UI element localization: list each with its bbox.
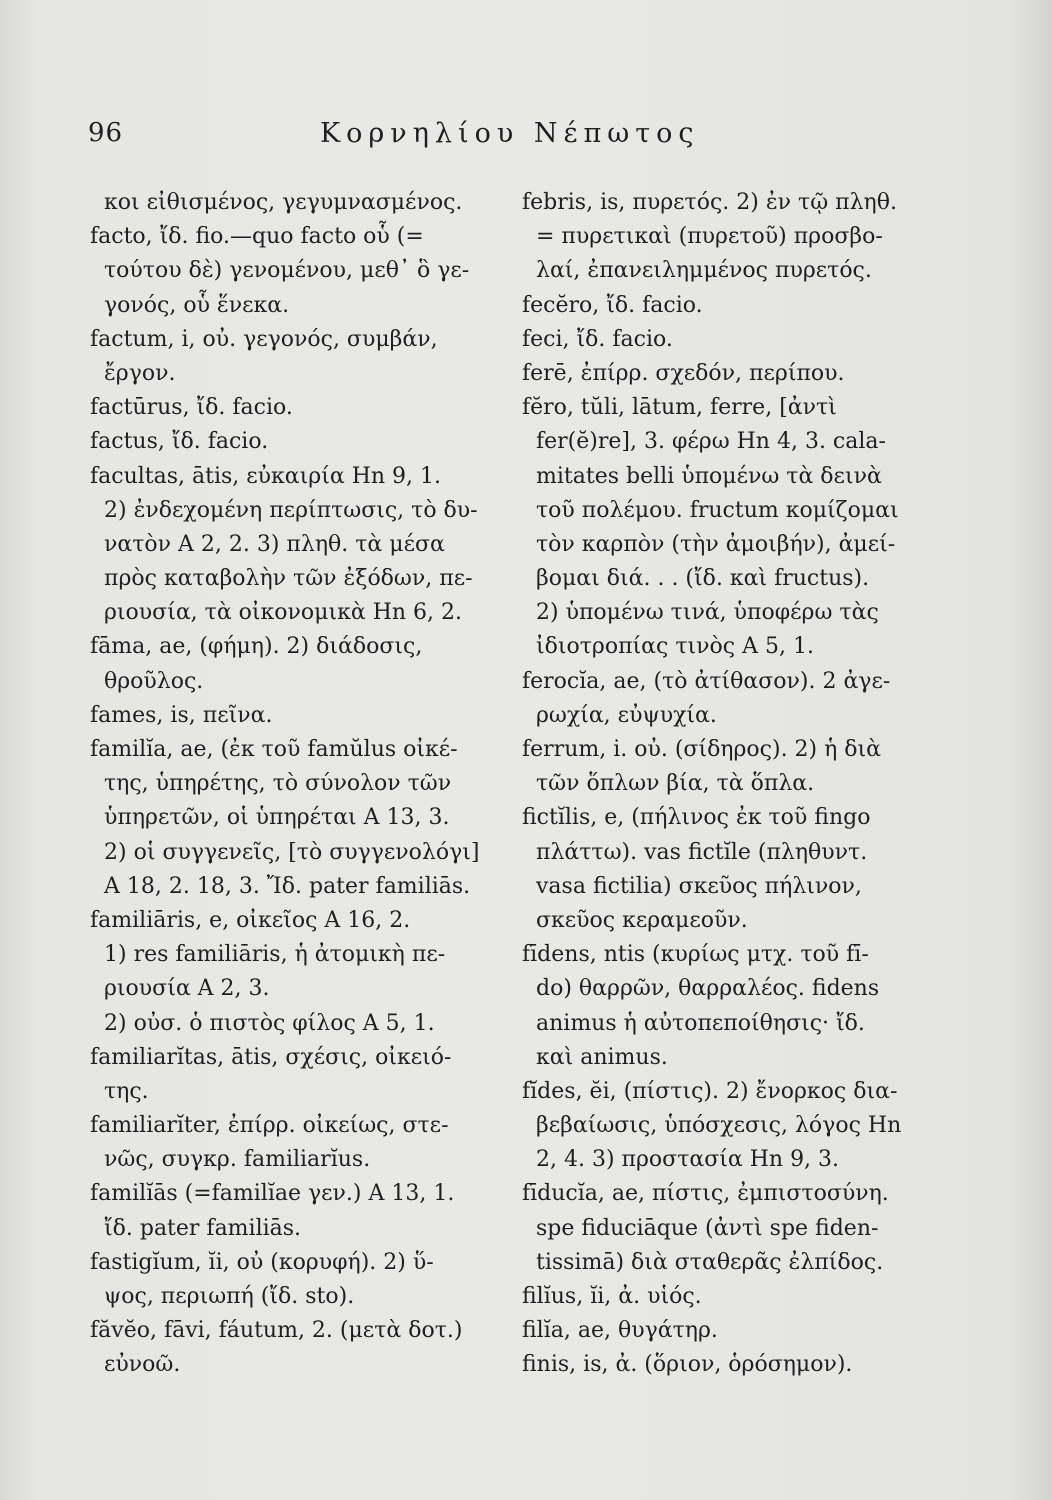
dictionary-line: ferocĭa, ae, (τὸ ἀτίθασον). 2 ἀγε- bbox=[522, 668, 891, 694]
dictionary-line: mitates belli ὑπομένω τὰ δεινὰ bbox=[536, 463, 882, 489]
dictionary-line: fīducĭa, ae, πίστις, ἐμπιστοσύνη. bbox=[522, 1181, 889, 1207]
dictionary-line: τῶν ὅπλων βία, τὰ ὅπλα. bbox=[536, 771, 815, 797]
dictionary-line: ψος, περιωπή (ἴδ. sto). bbox=[104, 1284, 355, 1309]
dictionary-line: 2) οὐσ. ὁ πιστὸς φίλος A 5, 1. bbox=[104, 1010, 435, 1036]
dictionary-line: făvĕo, fāvi, fáutum, 2. (μετὰ δοτ.) bbox=[90, 1318, 463, 1344]
right-column bbox=[522, 186, 937, 1383]
dictionary-line: filĭus, ĭi, ἀ. υἱός. bbox=[522, 1284, 702, 1309]
dictionary-line: βομαι διά. . . (ἴδ. καὶ fructus). bbox=[536, 566, 870, 592]
left-column bbox=[90, 186, 495, 1383]
dictionary-line: animus ἡ αὐτοπεποίθησις· ἴδ. bbox=[536, 1010, 865, 1036]
dictionary-line: familĭa, ae, (ἐκ τοῦ famŭlus οἰκέ- bbox=[90, 737, 458, 762]
dictionary-line: fictĭlis, e, (πήλινος ἐκ τοῦ fingo bbox=[522, 805, 871, 831]
dictionary-line: ἔργον. bbox=[104, 360, 176, 386]
dictionary-line: finis, is, ἀ. (ὅριον, ὁρόσημον). bbox=[522, 1352, 853, 1378]
dictionary-line: της, ὑπηρέτης, τὸ σύνολον τῶν bbox=[104, 771, 452, 797]
dictionary-line: ferrum, i. οὐ. (σίδηρος). 2) ἡ διὰ bbox=[522, 737, 882, 762]
page-number: 96 bbox=[88, 118, 124, 148]
dictionary-line: της. bbox=[104, 1078, 149, 1104]
dictionary-line: fecĕro, ἴδ. facio. bbox=[522, 292, 703, 318]
dictionary-line: familiāris, e, οἰκεῖος A 16, 2. bbox=[90, 907, 411, 933]
dictionary-line: fĭdes, ĕi, (πίστις). 2) ἔνορκος δια- bbox=[522, 1078, 898, 1104]
dictionary-line: fĕro, tŭli, lātum, ferre, [ἀντὶ bbox=[522, 395, 837, 421]
dictionary-line: do) θαρρῶν, θαρραλέος. fidens bbox=[536, 976, 880, 1002]
dictionary-line: ἰδιοτροπίας τινὸς A 5, 1. bbox=[536, 634, 814, 660]
dictionary-line: σκεῦος κεραμεοῦν. bbox=[536, 907, 748, 933]
dictionary-line: factus, ἴδ. facio. bbox=[90, 429, 269, 455]
dictionary-line: ὑπηρετῶν, οἱ ὑπηρέται A 13, 3. bbox=[104, 805, 450, 831]
dictionary-line: feci, ἴδ. facio. bbox=[522, 326, 673, 352]
dictionary-line: = πυρετικαὶ (πυρετοῦ) προσβο- bbox=[536, 224, 883, 250]
dictionary-line: 1) res familiāris, ἡ ἀτομικὴ πε- bbox=[104, 942, 446, 968]
dictionary-line: νατὸν A 2, 2. 3) πληθ. τὰ μέσα bbox=[104, 531, 445, 557]
dictionary-line: ρωχία, εὐψυχία. bbox=[536, 702, 717, 728]
dictionary-line: τοῦ πολέμου. fructum κομίζομαι bbox=[536, 497, 899, 523]
dictionary-line: ριουσία A 2, 3. bbox=[104, 976, 270, 1002]
dictionary-line: facto, ἴδ. fio.—quo facto οὗ (= bbox=[90, 224, 424, 250]
dictionary-line: 2) οἱ συγγενεῖς, [τὸ συγγενολόγι] bbox=[104, 839, 480, 865]
dictionary-line: familiarĭter, ἐπίρρ. οἰκείως, στε- bbox=[90, 1113, 449, 1139]
dictionary-line: tissimā) διὰ σταθερᾶς ἐλπίδος. bbox=[536, 1249, 884, 1275]
dictionary-line: καὶ animus. bbox=[536, 1044, 668, 1070]
dictionary-line: facultas, ātis, εὐκαιρία Hn 9, 1. bbox=[90, 463, 442, 489]
dictionary-line: πρὸς καταβολὴν τῶν ἐξόδων, πε- bbox=[104, 566, 473, 592]
dictionary-line: factum, i, οὐ. γεγονός, συμβάν, bbox=[90, 326, 438, 352]
dictionary-line: familiarĭtas, ātis, σχέσις, οἰκειό- bbox=[90, 1044, 452, 1070]
dictionary-line: νῶς, συγκρ. familiarĭus. bbox=[104, 1147, 371, 1173]
running-title: Κορνηλίου Νέπωτος bbox=[320, 118, 700, 149]
dictionary-line: 2) ὑπομένω τινά, ὑποφέρω τὰς bbox=[536, 600, 879, 626]
dictionary-line: εὐνοῶ. bbox=[104, 1352, 181, 1378]
dictionary-line: θροῦλος. bbox=[104, 668, 204, 694]
dictionary-line: fer(ĕ)re], 3. φέρω Hn 4, 3. cala- bbox=[536, 429, 886, 455]
dictionary-line: vasa fictilia) σκεῦος πήλινον, bbox=[536, 873, 862, 899]
dictionary-line: fāma, ae, (φήμη). 2) διάδοσις, bbox=[90, 634, 423, 660]
dictionary-line: familĭās (=familĭae γεν.) A 13, 1. bbox=[90, 1181, 455, 1207]
dictionary-line: λαί, ἐπανειλημμένος πυρετός. bbox=[536, 258, 872, 284]
dictionary-line: τούτου δὲ) γενομένου, μεθ᾽ ὃ γε- bbox=[104, 258, 470, 284]
dictionary-line: 2) ἐνδεχομένη περίπτωσις, τὸ δυ- bbox=[104, 497, 478, 523]
dictionary-line: factūrus, ἴδ. facio. bbox=[90, 395, 293, 421]
dictionary-line: fīdens, ntis (κυρίως μτχ. τοῦ fī- bbox=[522, 942, 869, 968]
dictionary-line: spe fiduciāque (ἀντὶ spe fiden- bbox=[536, 1215, 879, 1241]
dictionary-line: κοι εἰθισμένος, γεγυμνασμένος. bbox=[104, 190, 463, 215]
dictionary-line: ἴδ. pater familiās. bbox=[104, 1215, 302, 1241]
dictionary-line: 2, 4. 3) προστασία Hn 9, 3. bbox=[536, 1147, 840, 1173]
dictionary-line: βεβαίωσις, ὑπόσχεσις, λόγος Hn bbox=[536, 1113, 902, 1139]
dictionary-line: ferē, ἐπίρρ. σχεδόν, περίπου. bbox=[522, 360, 845, 386]
dictionary-line: febris, is, πυρετός. 2) ἐν τῷ πληθ. bbox=[522, 190, 897, 215]
dictionary-line: τὸν καρπὸν (τὴν ἀμοιβήν), ἀμεί- bbox=[536, 531, 896, 557]
dictionary-line: πλάττω). vas fictĭle (πληθυντ. bbox=[536, 839, 868, 865]
dictionary-line: ριουσία, τὰ οἰκονομικὰ Hn 6, 2. bbox=[104, 600, 463, 626]
dictionary-line: fastigĭum, ĭi, οὐ (κορυφή). 2) ὕ- bbox=[90, 1249, 434, 1275]
dictionary-line: fames, is, πεῖνα. bbox=[90, 702, 273, 728]
dictionary-line: γονός, οὗ ἕνεκα. bbox=[104, 292, 290, 318]
dictionary-line: A 18, 2. 18, 3. Ἴδ. pater familiās. bbox=[104, 873, 471, 899]
dictionary-line: filĭa, ae, θυγάτηρ. bbox=[522, 1318, 718, 1344]
